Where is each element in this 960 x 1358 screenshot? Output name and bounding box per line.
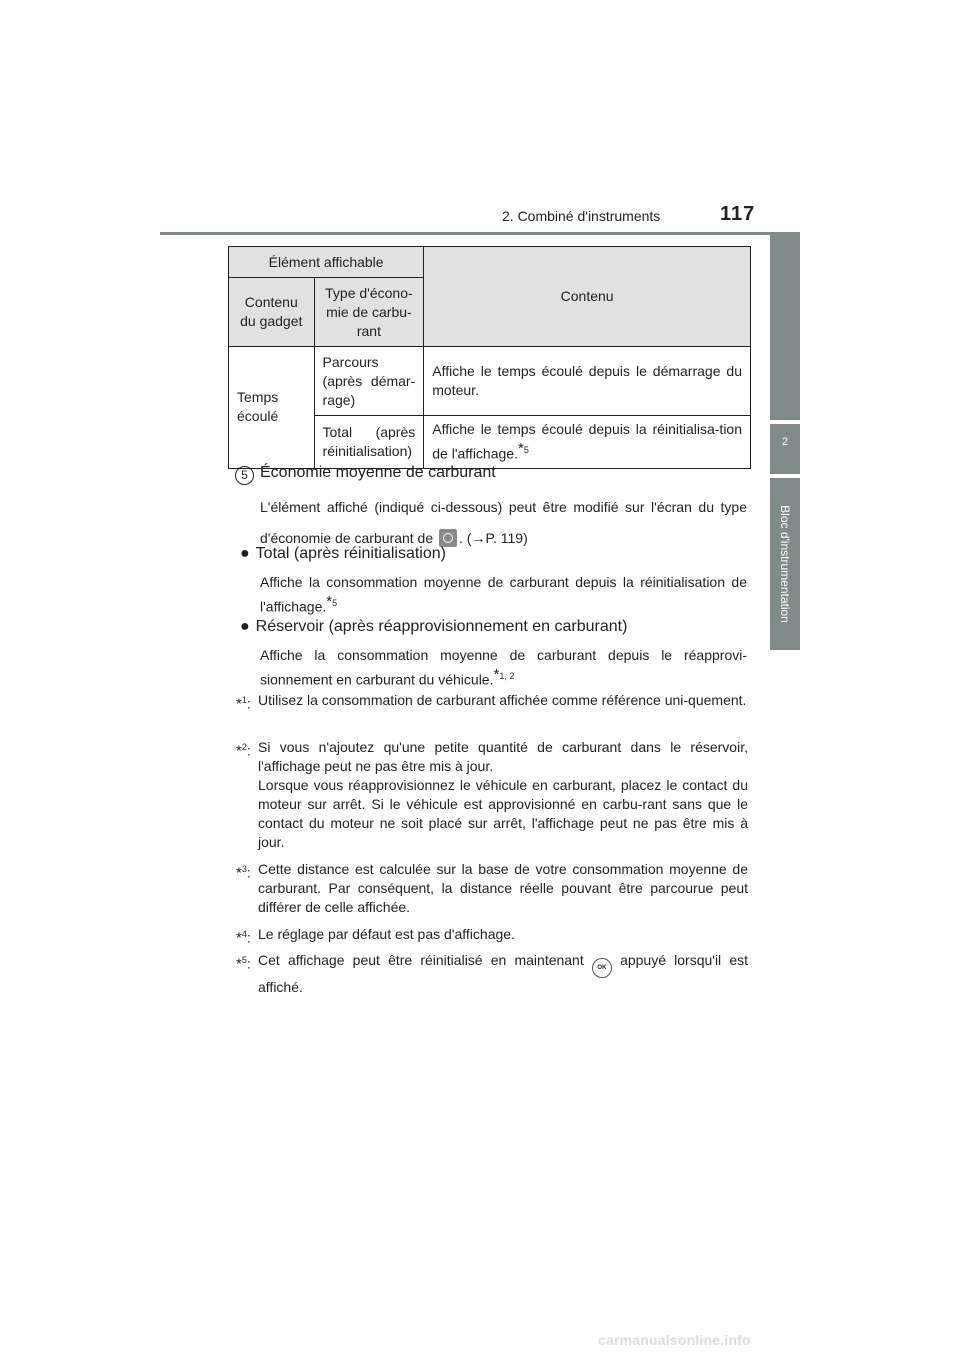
list-item-title: ● Total (après réinitialisation): [240, 545, 446, 562]
footnote-mark: *$^1$:: [236, 695, 251, 713]
footnote-mark: *$^4$:: [236, 929, 251, 947]
list-item-title: ● Réservoir (après réapprovisionnement en carburant): [240, 618, 628, 635]
chapter-tab-label: [770, 478, 800, 650]
bullet-icon: ●: [240, 545, 250, 562]
watermark: carmanualsonline.info: [598, 1332, 751, 1348]
section-number-badge: 5: [235, 466, 254, 485]
footnote: *$^1$: Utilisez la consommation de carburant affichée comme référence uni-quement.: [236, 692, 747, 713]
footnote: *$^2$: Si vous n'ajoutez qu'une petite quantité de carburant dans le réservoir, l'affichage peut ne pas être mis à jour. Lorsque vous réapprovisionnez le véhicule en carburant, placez le contact du moteur sur arrêt. Si le véhicule est approvisionné en carbu-rant sans que le contact du moteur ne soit placé sur arrêt, l'affichage peut ne pas être mis à jour.: [236, 739, 748, 850]
list-item-text: Affiche la consommation moyenne de carburant depuis le réapprovi-sionnement en carburant du véhicule.$^{*1, 2}$: [260, 647, 747, 688]
section-title: Économie moyenne de carburant: [260, 464, 496, 481]
chapter-tab-top: [770, 232, 800, 420]
page-number: 117: [720, 203, 756, 225]
bullet-icon: ●: [240, 618, 250, 635]
table-head-type: Type d'écono-mie de carbu-rant: [314, 278, 424, 347]
chapter-tab-number: 2: [770, 424, 800, 474]
footnote-mark: *$^5$:: [236, 955, 251, 973]
footnote-mark: *$^2$:: [236, 742, 251, 760]
ok-button-icon: OK: [592, 958, 612, 978]
list-item-text: Affiche la consommation moyenne de carburant depuis la réinitialisation de l'affichage.$^{*5}$: [260, 574, 747, 615]
table-cell-text: Affiche le temps écoulé depuis la réinitialisa-tion de l'affichage.: [432, 421, 742, 462]
section-intro: L'élément affiché (indiqué ci-dessous) peut être modifié sur l'écran du type d'économie de carburant de . (→P. 119): [260, 499, 747, 546]
table-head-group: Élément affichable: [229, 247, 424, 278]
table-cell-content: [424, 416, 751, 469]
footnote: *$^5$: Cet affichage peut être réinitialisé en maintenant OK appuyé lorsqu'il est affiché.: [236, 952, 749, 995]
note-reference: *5: [326, 593, 338, 610]
table-cell-content: Affiche le temps écoulé depuis le démarrage du moteur.: [424, 347, 751, 416]
table-cell-type: Total (après réinitialisation): [314, 416, 424, 469]
note-reference: *1, 2: [493, 666, 515, 683]
footnote: *$^3$: Cette distance est calculée sur la base de votre consommation moyenne de carburant. Par conséquent, la distance réelle pouvant être parcourue peut différer de celle affichée.: [236, 861, 748, 915]
chapter-label: Bloc d'instrumentation: [778, 505, 792, 623]
running-header: 2. Combiné d'instruments: [502, 208, 661, 224]
header-divider: [160, 232, 800, 235]
display-items-table: [228, 246, 751, 469]
note-reference: *5: [517, 440, 529, 457]
table-head-content: Contenu: [424, 247, 751, 347]
table-head-gadget: Contenu du gadget: [229, 278, 315, 347]
table-cell-type: Parcours (après démar-rage): [314, 347, 424, 416]
footnote-mark: *$^3$:: [236, 864, 251, 882]
table-row-label: Temps écoulé: [229, 347, 315, 469]
footnote: *$^4$: Le réglage par défaut est pas d'affichage.: [236, 926, 515, 947]
